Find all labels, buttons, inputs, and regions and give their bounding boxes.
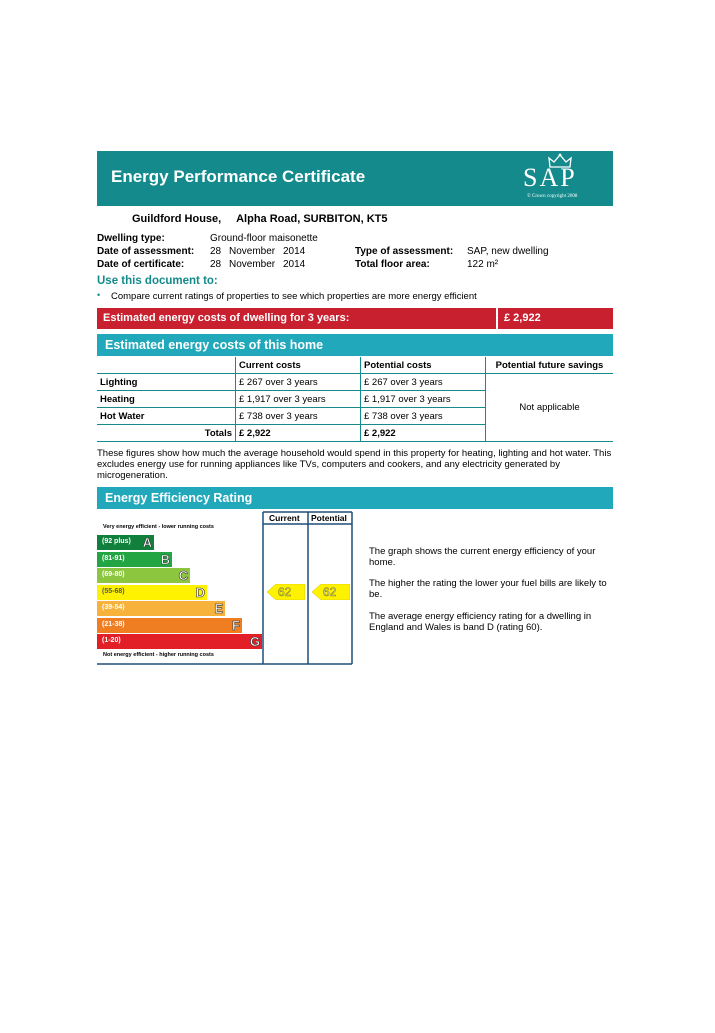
costs-section-heading-bar — [97, 334, 613, 356]
band-range-label: (69-80) — [102, 571, 125, 578]
estimated-costs-value: £ 2,922 — [504, 312, 541, 324]
band-range-label: (81-91) — [102, 554, 125, 562]
band-letter: D — [195, 584, 205, 600]
lighting-current: £ 267 over 3 years — [236, 374, 361, 391]
rating-text-3: The average energy efficiency rating for a dwelling in England and Wales is band D (rating 60). — [369, 611, 592, 633]
certificate-date-label: Date of certificate: — [97, 259, 185, 270]
rating-section-heading-bar — [97, 487, 613, 509]
assessment-type-value: SAP, new dwelling — [467, 246, 549, 257]
assessment-date-label: Date of assessment: — [97, 246, 195, 257]
address-line-1: Guildford House, — [132, 213, 222, 225]
costs-table-header-row — [97, 357, 613, 374]
hot-water-current: £ 738 over 3 years — [236, 408, 361, 425]
bullet-icon: • — [97, 290, 101, 300]
band-letter: C — [178, 568, 188, 583]
dwelling-type-value: Ground-floor maisonette — [210, 233, 318, 244]
property-address — [132, 213, 387, 225]
rating-section-heading: Energy Efficiency Rating — [105, 491, 253, 505]
costs-col-potential: Potential costs — [361, 357, 486, 374]
rating-band-e — [97, 601, 225, 616]
heating-current: £ 1,917 over 3 years — [236, 391, 361, 408]
rating-band-g — [97, 634, 262, 649]
rating-bottom-label: Not energy efficient - higher running costs — [103, 652, 214, 658]
sap-logo-text: SAP — [523, 163, 577, 192]
potential-rating-value: 62 — [323, 585, 337, 599]
assessment-type-label: Type of assessment: — [355, 246, 454, 257]
lighting-potential: £ 267 over 3 years — [361, 374, 486, 391]
floor-area-value: 122 m² — [467, 259, 499, 270]
assessment-year: 2014 — [283, 246, 306, 257]
costs-note: These figures show how much the average household would spend in this property for heating, lighting and hot water. This excludes energy use for running appliances like TVs, computers and cookers, and any electricity generated by microgeneration. — [97, 448, 612, 481]
row-label-hot-water: Hot Water — [100, 410, 145, 422]
rating-band-c — [97, 568, 190, 583]
assessment-day: 28 — [210, 246, 222, 257]
estimated-costs-bar — [97, 308, 613, 329]
totals-potential: £ 2,922 — [361, 425, 486, 442]
costs-col-current: Current costs — [236, 357, 361, 374]
use-document-heading: Use this document to: — [97, 275, 218, 287]
rating-band-f — [97, 618, 242, 633]
energy-rating-chart — [97, 510, 357, 667]
dwelling-type-label: Dwelling type: — [97, 233, 165, 244]
band-letter: E — [214, 601, 223, 616]
current-rating-value: 62 — [278, 585, 292, 599]
certificate-header — [97, 151, 613, 206]
rating-text-1: The graph shows the current energy efficiency of your home. — [369, 546, 596, 568]
band-letter: B — [160, 551, 170, 567]
costs-col-savings: Potential future savings — [486, 357, 614, 374]
floor-area-label: Total floor area: — [355, 259, 430, 270]
rating-col-potential: Potential — [311, 513, 347, 523]
rating-col-current: Current — [269, 513, 300, 523]
address-line-2: Alpha Road, SURBITON, KT5 — [236, 213, 388, 225]
band-range-label: (39-54) — [102, 604, 125, 611]
certificate-year: 2014 — [283, 259, 306, 270]
rating-band-d — [97, 585, 207, 600]
estimated-costs-label: Estimated energy costs of dwelling for 3 years: — [103, 312, 350, 324]
rating-text-2: The higher the rating the lower your fuel bills are likely to be. — [369, 578, 607, 600]
totals-label: Totals — [204, 427, 232, 439]
estimated-costs-divider — [496, 308, 498, 329]
rating-top-label: Very energy efficient - lower running costs — [103, 524, 214, 530]
totals-current: £ 2,922 — [236, 425, 361, 442]
band-range-label: (21-38) — [102, 620, 125, 628]
use-document-item: Compare current ratings of properties to see which properties are more energy efficient — [111, 291, 477, 302]
logo-copyright: © Crown copyright 2008 — [527, 194, 578, 199]
row-label-lighting: Lighting — [100, 376, 138, 388]
certificate-month: November — [229, 259, 276, 270]
savings-value: Not applicable — [486, 374, 614, 442]
certificate-title: Energy Performance Certificate — [111, 167, 366, 186]
band-letter: G — [249, 634, 260, 649]
rating-band-b — [97, 552, 172, 567]
heating-potential: £ 1,917 over 3 years — [361, 391, 486, 408]
costs-table — [97, 357, 613, 442]
band-letter: A — [142, 535, 152, 550]
rating-band-a — [97, 535, 154, 550]
sap-logo — [521, 153, 601, 203]
band-range-label: (55-68) — [102, 587, 125, 595]
certificate-day: 28 — [210, 259, 222, 270]
table-row — [97, 374, 613, 391]
band-range-label: (92 plus) — [102, 538, 131, 545]
assessment-month: November — [229, 246, 276, 257]
costs-section-heading: Estimated energy costs of this home — [105, 338, 324, 352]
row-label-heating: Heating — [100, 393, 135, 405]
hot-water-potential: £ 738 over 3 years — [361, 408, 486, 425]
costs-col-blank — [97, 357, 236, 374]
band-letter: F — [232, 617, 240, 633]
band-range-label: (1-20) — [102, 637, 121, 644]
